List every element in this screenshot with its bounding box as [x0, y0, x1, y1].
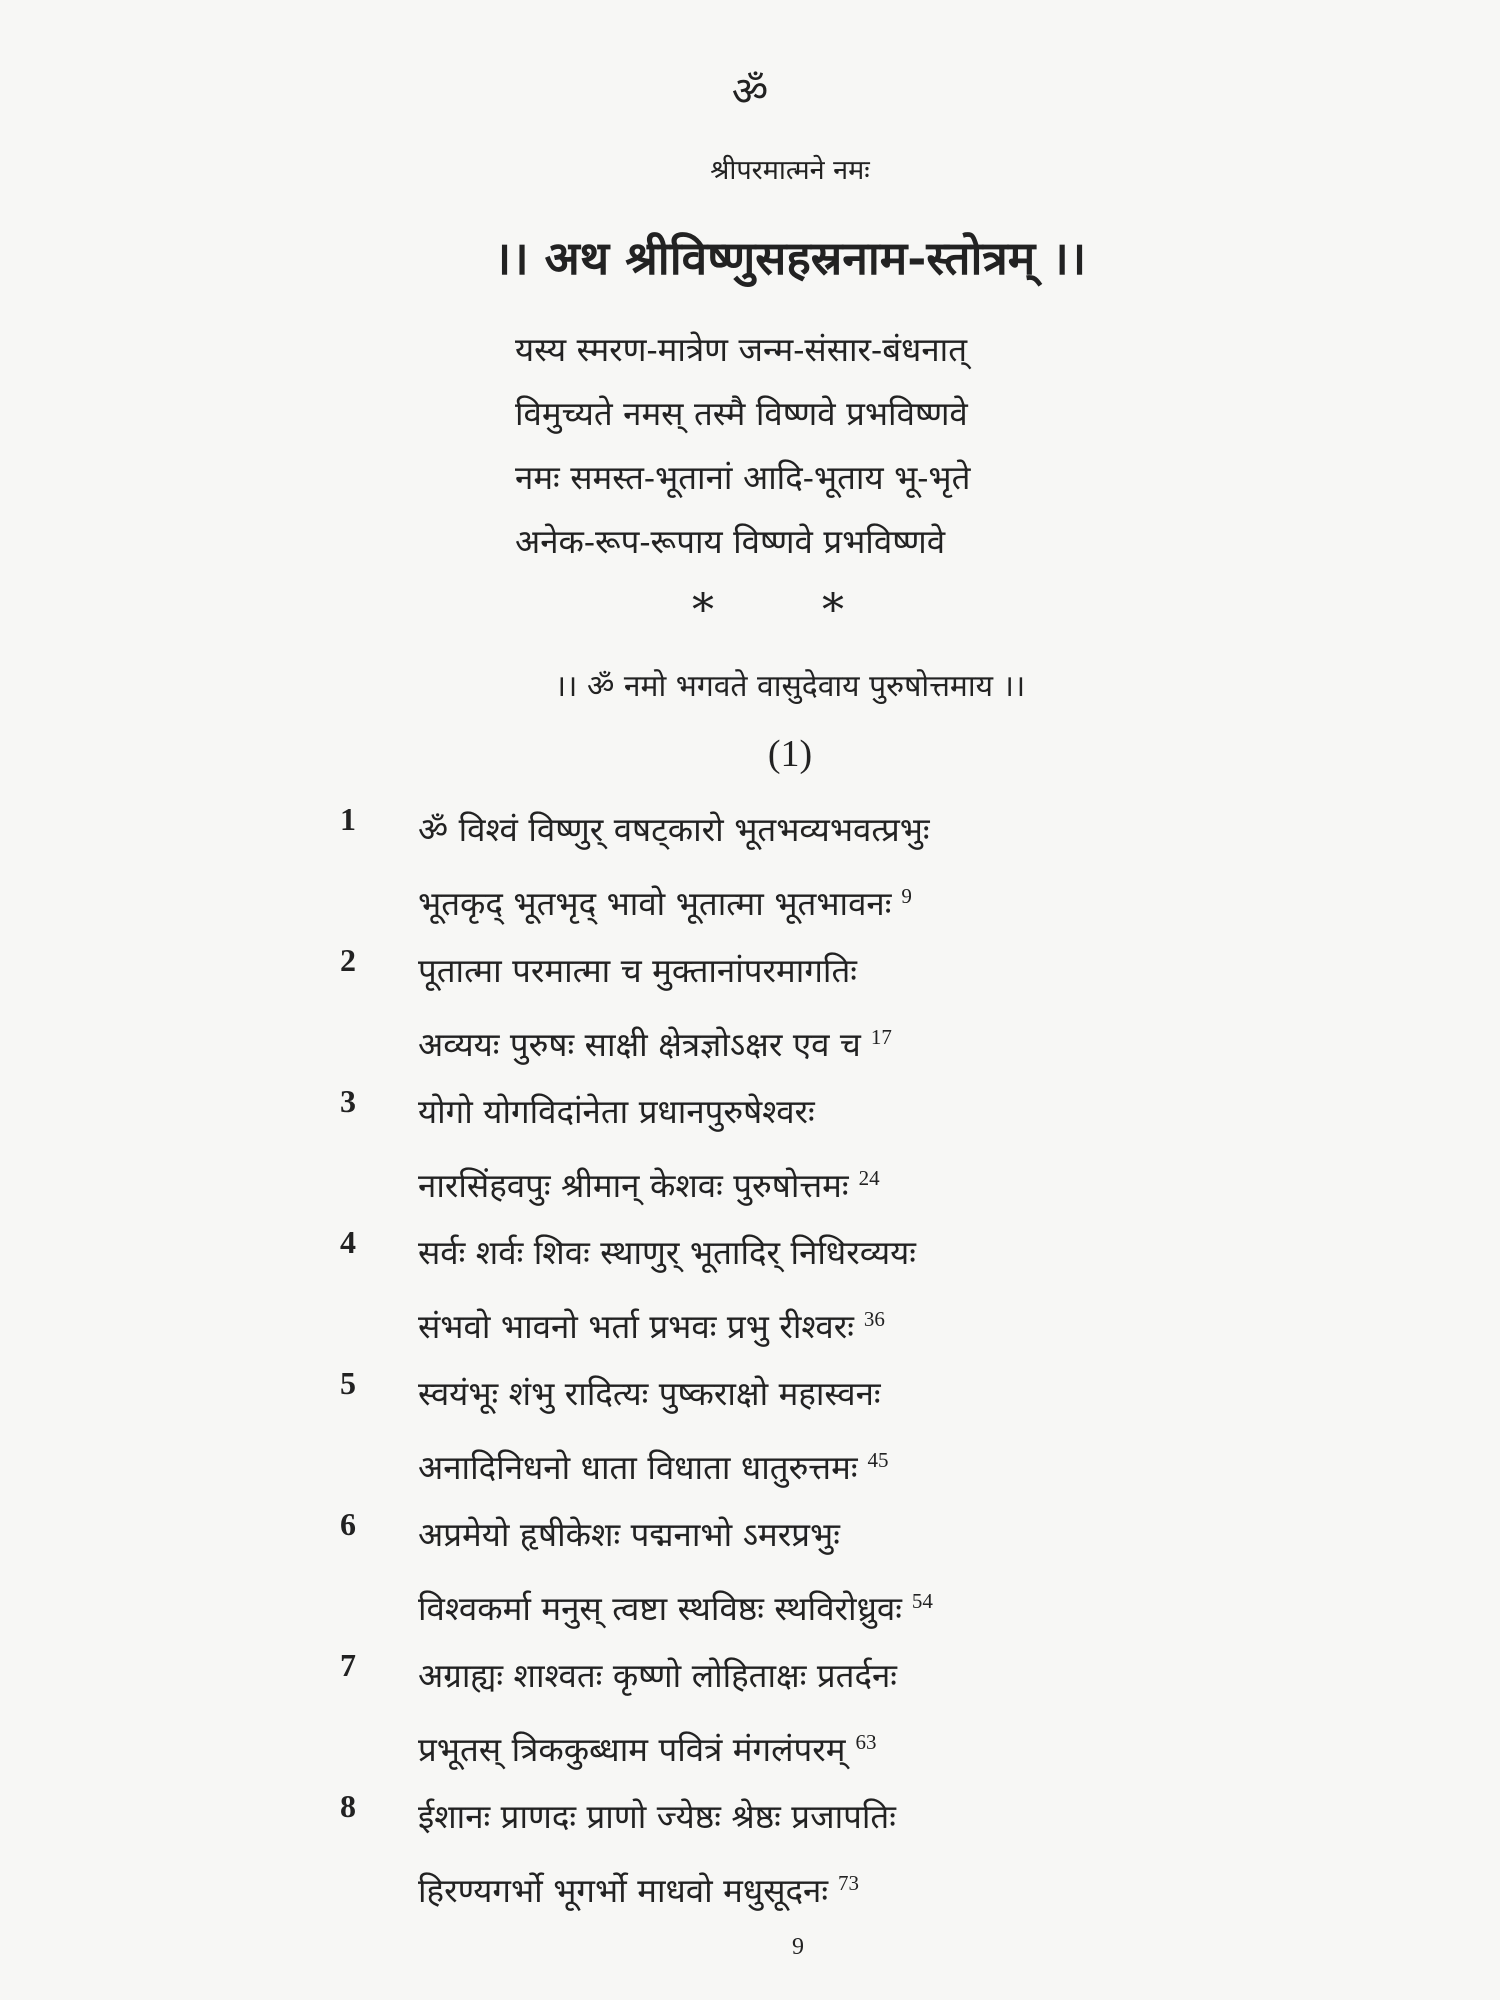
verse-number: 6 [340, 1506, 356, 1542]
verse-line-text: प्रभूतस् त्रिककुब्धाम पवित्रं मंगलंपरम् [418, 1730, 846, 1769]
verse [340, 1220, 1440, 1361]
verse-line-text: हिरण्यगर्भो भूगर्भो माधवो मधुसूदनः [418, 1871, 829, 1910]
verse [340, 1643, 1440, 1784]
verse-text [418, 1220, 916, 1360]
verse-line [418, 1286, 916, 1360]
verse-line: स्वयंभूः शंभु रादित्यः पुष्कराक्षो महास्वनः [418, 1374, 881, 1413]
verse-line: योगो योगविदांनेता प्रधानपुरुषेश्वरः [418, 1092, 815, 1131]
section-number: (1) [767, 733, 813, 775]
verse-text [418, 797, 930, 937]
name-count: 36 [863, 1307, 885, 1331]
verse-line [418, 1427, 889, 1501]
verse [340, 797, 1440, 938]
verse-line: ईशानः प्राणदः प्राणो ज्येष्ठः श्रेष्ठः प्रजापतिः [418, 1797, 896, 1836]
verse-number: 4 [340, 1224, 356, 1260]
verse-number: 1 [340, 801, 356, 837]
verse-line-text: अनादिनिधनो धाता विधाता धातुरुत्तमः [418, 1448, 858, 1487]
name-count: 24 [858, 1166, 880, 1190]
prayer-line: यस्य स्मरण-मात्रेण जन्म-संसार-बंधनात् [515, 330, 968, 369]
verse [340, 1079, 1440, 1220]
name-count: 45 [867, 1448, 889, 1472]
verse-text [418, 1079, 880, 1219]
verse-line: पूतात्मा परमात्मा च मुक्तानांपरमागतिः [418, 951, 857, 990]
verse-line: ॐ विश्वं विष्णुर् वषट्कारो भूतभव्यभवत्प्रभुः [418, 810, 930, 849]
verse-number: 7 [340, 1647, 356, 1683]
verse-line-text: अव्ययः पुरुषः साक्षी क्षेत्रज्ञोऽक्षर एव च [418, 1025, 861, 1064]
prayer-line: विमुच्यते नमस् तस्मै विष्णवे प्रभविष्णवे [515, 394, 968, 433]
page-number: 9 [792, 1934, 804, 1960]
verse [340, 1784, 1440, 1925]
verse-line [418, 1709, 897, 1783]
verse-number: 2 [340, 942, 356, 978]
page-title: ।। अथ श्रीविष्णुसहस्रनाम-स्तोत्रम् ।। [493, 231, 1087, 285]
opening-prayer [515, 318, 970, 574]
separator-star: * [822, 585, 844, 636]
verse-text [418, 1361, 889, 1501]
verse-number: 3 [340, 1083, 356, 1119]
verse-line: अग्राह्यः शाश्वतः कृष्णो लोहिताक्षः प्रतर्दनः [418, 1656, 897, 1695]
verse-list [340, 797, 1440, 1925]
verse [340, 1502, 1440, 1643]
verse-line-text: नारसिंहवपुः श्रीमान् केशवः पुरुषोत्तमः [418, 1166, 849, 1205]
verse [340, 938, 1440, 1079]
verse-line-text: भूतकृद् भूतभृद् भावो भूतात्मा भूतभावनः [418, 884, 892, 923]
verse-line: अप्रमेयो हृषीकेशः पद्मनाभो ऽमरप्रभुः [418, 1515, 840, 1554]
name-count: 17 [870, 1025, 892, 1049]
verse-line-text: संभवो भावनो भर्ता प्रभवः प्रभु रीश्वरः [418, 1307, 854, 1346]
verse-text [418, 1784, 896, 1924]
verse-number: 5 [340, 1365, 356, 1401]
verse-line [418, 1568, 933, 1642]
name-count: 9 [901, 884, 912, 908]
verse-line [418, 1145, 880, 1219]
separator-star: * [692, 585, 714, 636]
verse-text [418, 1643, 897, 1783]
om-symbol: ॐ [731, 69, 769, 115]
verse-line [418, 863, 930, 937]
mantra: ।। ॐ नमो भगवते वासुदेवाय पुरुषोत्तमाय ।। [554, 669, 1026, 704]
prayer-line: अनेक-रूप-रूपाय विष्णवे प्रभविष्णवे [515, 522, 946, 561]
separator [18, 585, 1500, 636]
verse-text [418, 1502, 933, 1642]
verse-number: 8 [340, 1788, 356, 1824]
prayer-line: नमः समस्त-भूतानां आदि-भूताय भू-भृते [515, 458, 971, 497]
verse-line [418, 1004, 892, 1078]
name-count: 54 [911, 1589, 933, 1613]
verse-text [418, 938, 892, 1078]
verse-line [418, 1850, 896, 1924]
verse-line: सर्वः शर्वः शिवः स्थाणुर् भूतादिर् निधिरव्ययः [418, 1233, 916, 1272]
verse [340, 1361, 1440, 1502]
verse-line-text: विश्वकर्मा मनुस् त्वष्टा स्थविष्ठः स्थविरोध्रुवः [418, 1589, 902, 1628]
name-count: 63 [855, 1730, 877, 1754]
name-count: 73 [838, 1871, 860, 1895]
invocation: श्रीपरमात्मने नमः [710, 155, 870, 186]
